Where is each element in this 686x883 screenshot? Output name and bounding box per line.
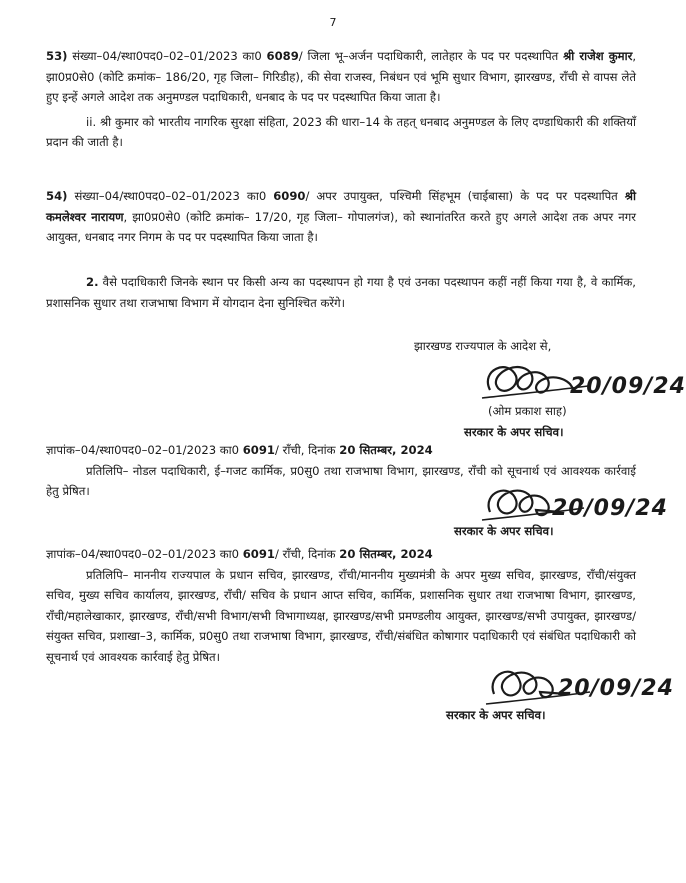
item-53 — [46, 46, 636, 153]
memo-1-ref — [46, 440, 636, 461]
point-2 — [46, 272, 636, 313]
memo-2-ref-pre: ज्ञापांक–04/स्था0पद0–02–01/2023 का0 — [46, 547, 243, 561]
item-53-ref-no: 6089 — [266, 49, 299, 63]
memo-2-copy: प्रतिलिपि– माननीय राज्यपाल के प्रधान सचिव, झारखण्ड, राँची/माननीय मुख्यमंत्री के अपर मुख्य सचिव, झारखण्ड, राँची/संयुक्त सचिव, मुख्य सचिव कार्यालय, झारखण्ड, राँची/ सचिव के प्रधान आप्त सचिव, कार्मिक, प्रशासनिक सुधार तथा राजभाषा विभाग, झारखण्ड, राँची/महालेखाकार, झारखण्ड, राँची/सभी विभाग/सभी विभागाध्यक्ष, झारखण्ड/सभी प्रमण्डलीय आयुक्त, झारखण्ड/सभी उपायुक्त, झारखण्ड/संयुक्त सचिव, प्रशाखा–3, कार्मिक, प्र0सु0 तथा राजभाषा विभाग, झारखण्ड, राँची/संबंधित कोषागार पदाधिकारी एवं संबंधित पदाधिकारी को सूचनार्थ एवं आवश्यक कार्रवाई हेतु प्रेषित। — [46, 567, 636, 664]
designation-1: सरकार के अपर सचिव। — [464, 425, 564, 439]
point-2-number: 2. — [86, 275, 99, 289]
memo-1-ref-pre: ज्ञापांक–04/स्था0पद0–02–01/2023 का0 — [46, 443, 243, 457]
signature-1-date: 20/09/24 — [570, 374, 686, 399]
memo-2-ref — [46, 544, 636, 565]
memo-2-date: 20 सितम्बर, 2024 — [339, 547, 433, 561]
signature-2-date: 20/09/24 — [552, 496, 668, 521]
item-54-body — [46, 186, 636, 248]
item-53-officer-name: श्री राजेश कुमार — [563, 49, 633, 63]
item-53-body — [46, 46, 636, 108]
signature-3-date: 20/09/24 — [558, 676, 674, 701]
designation-3: सरकार के अपर सचिव। — [446, 708, 546, 722]
item-53-text-2: , झा0प्र0से0 (कोटि क्रमांक– 186/20, गृह जिला– गिरिडीह), की सेवा राजस्व, निबंधन एवं भूमि सुधार विभाग, झारखण्ड, राँची से वापस लेते हुए इन्हें अगले आदेश तक अनुमण्डल पदाधिकारी, धनबाद के पद पर पदस्थापित किया जाता है। — [46, 49, 636, 104]
item-54-ref-no: 6090 — [273, 189, 306, 203]
order-by-line: झारखण्ड राज्यपाल के आदेश से, — [414, 339, 552, 353]
memo-2-ref-mid: / राँची, दिनांक — [275, 547, 340, 561]
item-54-ref: संख्या–04/स्था0पद0–02–01/2023 का0 — [74, 189, 274, 203]
memo-2-ref-no: 6091 — [242, 547, 276, 561]
item-54-text-1: / अपर उपायुक्त, पश्चिमी सिंहभूम (चाईबासा) के पद पर पदस्थापित — [305, 189, 625, 203]
item-54 — [46, 186, 636, 248]
page-number: 7 — [329, 16, 337, 29]
item-54-number: 54) — [46, 189, 68, 203]
point-2-body — [46, 272, 636, 313]
memo-1-date: 20 सितम्बर, 2024 — [339, 443, 433, 457]
item-54-text-2: , झा0प्र0से0 (कोटि क्रमांक– 17/20, गृह जिला– गोपालगंज), को स्थानांतरित करते हुए अगले आदेश तक अपर नगर आयुक्त, धनबाद नगर निगम के पद पर पदस्थापित किया जाता है। — [46, 209, 637, 244]
signature-1 — [478, 350, 686, 410]
item-53-number: 53) — [46, 49, 68, 63]
item-53-ref: संख्या–04/स्था0पद0–02–01/2023 का0 — [72, 49, 267, 63]
signer-name: (ओम प्रकाश साह) — [488, 404, 567, 418]
memo-1-ref-no: 6091 — [242, 443, 276, 457]
designation-2: सरकार के अपर सचिव। — [454, 524, 554, 538]
memo-1-ref-mid: / राँची, दिनांक — [275, 443, 340, 457]
item-54-officer-name: श्री कमलेश्वर नारायण — [46, 189, 636, 224]
item-53-text-1: / जिला भू–अर्जन पदाधिकारी, लातेहार के पद पर पदस्थापित — [298, 49, 564, 63]
point-2-text: वैसे पदाधिकारी जिनके स्थान पर किसी अन्य का पदस्थापन हो गया है एवं उनका पदस्थापन कहीं नहीं किया गया है, वे कार्मिक, प्रशासनिक सुधार तथा राजभाषा विभाग में योगदान देना सुनिश्चित करेंगे। — [46, 275, 636, 310]
item-53-subclause: ii. श्री कुमार को भारतीय नागरिक सुरक्षा संहिता, 2023 की धारा–14 के तहत् धनबाद अनुमण्डल के लिए दण्डाधिकारी की शक्तियाँ प्रदान की जाती है। — [46, 114, 636, 149]
signature-3 — [484, 654, 674, 714]
memo-2 — [46, 544, 636, 667]
memo-1-copy: प्रतिलिपि– नोडल पदाधिकारी, ई–गजट कार्मिक, प्र0सु0 तथा राजभाषा विभाग, झारखण्ड, राँची को सूचनार्थ एवं आवश्यक कार्रवाई हेतु प्रेषित। — [46, 463, 636, 498]
